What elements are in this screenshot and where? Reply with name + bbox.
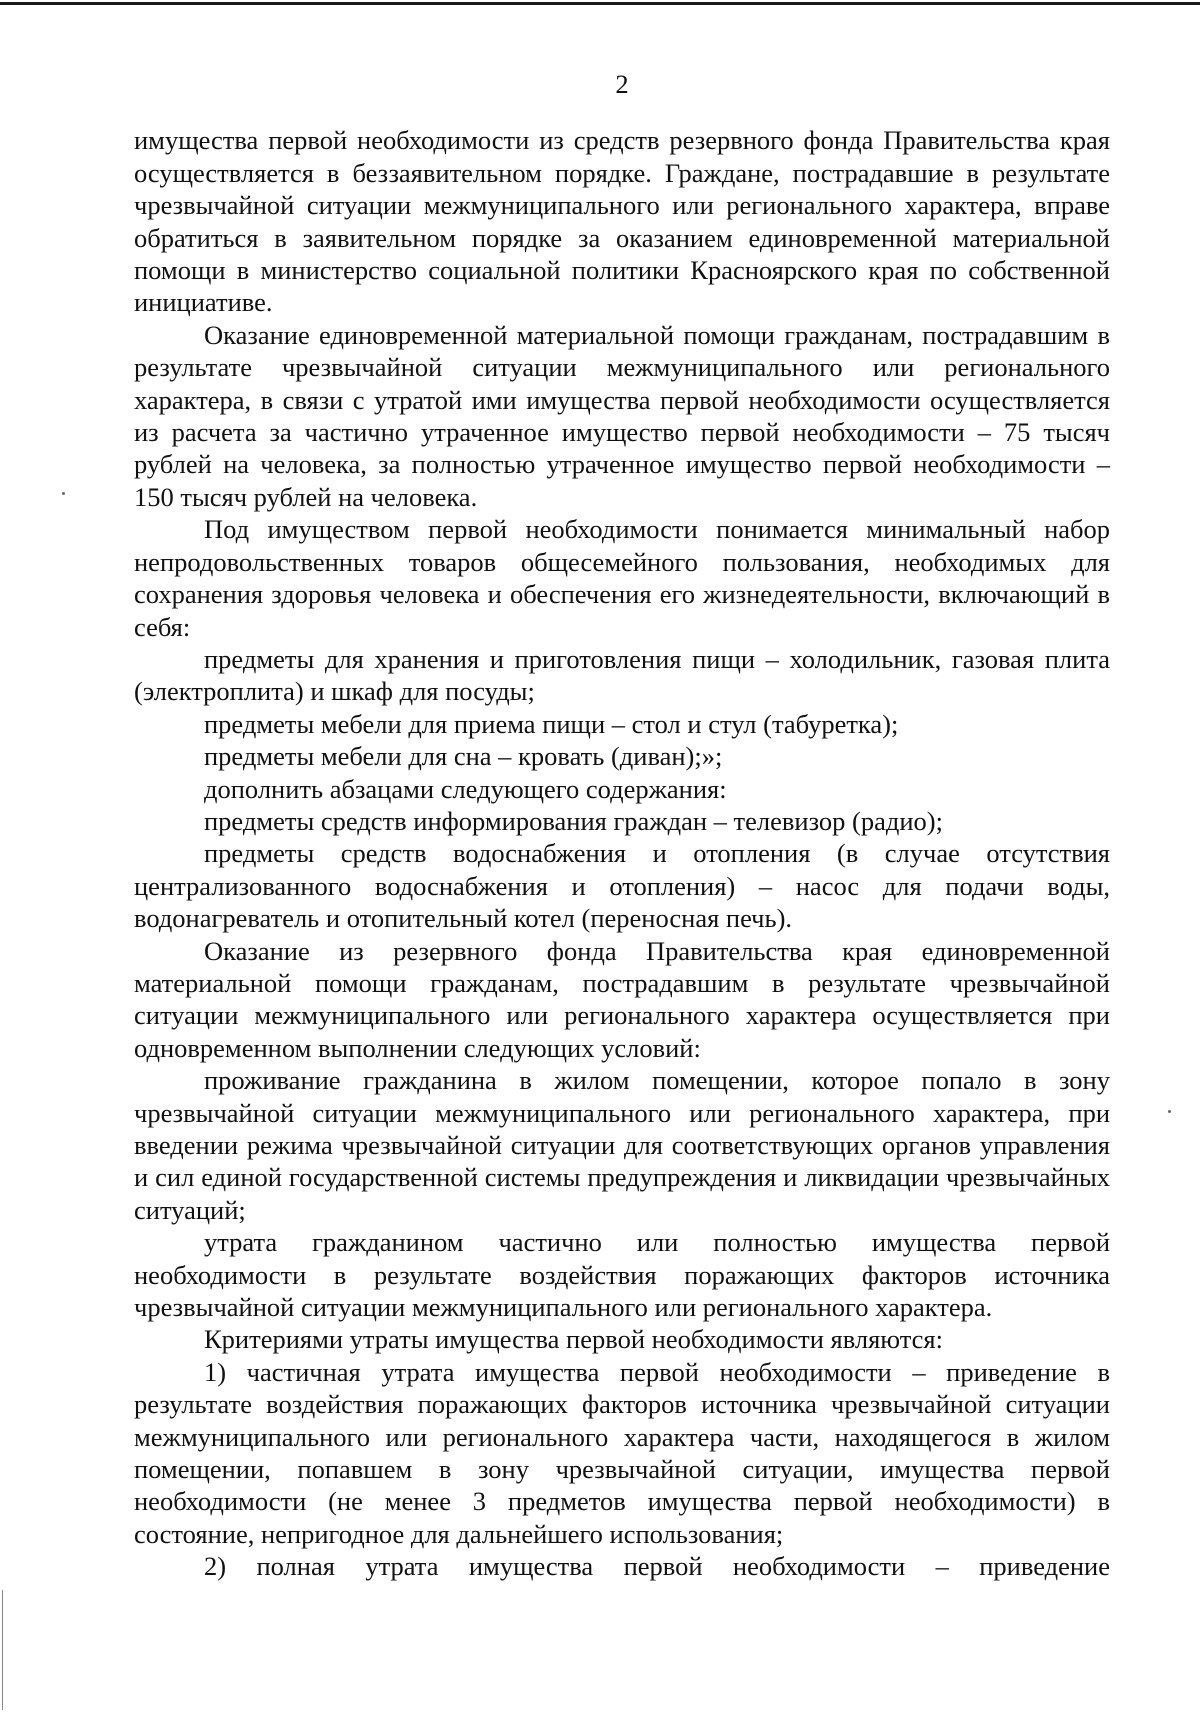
scan-margin-mark xyxy=(2,1590,3,1710)
paragraph: имущества первой необходимости из средств резервного фонда Правительства края осуществляется в беззаявительном порядке. Граждане, пострадавшие в результате чрезвычайной ситуации межмуниципального или регионального характера, вправе обратиться в заявительном порядке за оказанием единовременной материальной помощи в министерство социальной политики Красноярского края по собственной инициативе. xyxy=(134,125,1110,318)
paragraph: предметы мебели для приема пищи – стол и стул (табуретка); xyxy=(204,708,899,739)
document-page xyxy=(134,68,1110,1583)
paragraph: предметы для хранения и приготовления пищи – холодильник, газовая плита (электроплита) и шкаф для посуды; xyxy=(134,643,1110,707)
paragraph: Оказание из резервного фонда Правительства края единовременной материальной помощи гражданам, пострадавшим в результате чрезвычайной ситуации межмуниципального или регионального характера осуществляется при одновременном выполнении следующих условий: xyxy=(134,935,1110,1063)
paragraph: проживание гражданина в жилом помещении, которое попало в зону чрезвычайной ситуации межмуниципального или регионального характера, при введении режима чрезвычайной ситуации для соответствующих органов управления и сил единой государственной системы предупреждения и ликвидации чрезвычайных ситуаций; xyxy=(134,1065,1110,1225)
paragraph: предметы средств водоснабжения и отопления (в случае отсутствия централизованного водоснабжения и отопления) – насос для подачи воды, водонагреватель и отопительный котел (переносная печь). xyxy=(134,838,1110,934)
paragraph: Критериями утраты имущества первой необходимости являются: xyxy=(204,1324,943,1355)
paragraph: предметы мебели для сна – кровать (диван);»; xyxy=(204,741,723,772)
scan-speck xyxy=(1168,1110,1171,1113)
scan-edge-line xyxy=(0,2,1200,5)
paragraph: Под имуществом первой необходимости понимается минимальный набор непродовольственных товаров общесемейного пользования, необходимых для сохранения здоровья человека и обеспечения его жизнедеятельности, включающий в себя: xyxy=(134,514,1110,642)
document-body xyxy=(134,124,1110,1582)
paragraph: 2) полная утрата имущества первой необходимости – приведение xyxy=(204,1551,1110,1582)
paragraph: Оказание единовременной материальной помощи гражданам, пострадавшим в результате чрезвычайной ситуации межмуниципального или регионального характера, в связи с утратой ими имущества первой необходимости осуществляется из расчета за частично утраченное имущество первой необходимости – 75 тысяч рублей на человека, за полностью утраченное имущество первой необходимости – 150 тысяч рублей на человека. xyxy=(134,319,1110,512)
paragraph: дополнить абзацами следующего содержания: xyxy=(204,773,727,804)
paragraph: 1) частичная утрата имущества первой необходимости – приведение в результате воздействия поражающих факторов источника чрезвычайной ситуации межмуниципального или регионального характера части, находящегося в жилом помещении, попавшем в зону чрезвычайной ситуации, имущества первой необходимости (не менее 3 предметов имущества первой необходимости) в состояние, непригодное для дальнейшего использования; xyxy=(134,1356,1110,1549)
paragraph: предметы средств информирования граждан – телевизор (радио); xyxy=(204,805,943,836)
scan-speck xyxy=(62,492,65,495)
page-number: 2 xyxy=(615,69,629,99)
paragraph: утрата гражданином частично или полностью имущества первой необходимости в результате воздействия поражающих факторов источника чрезвычайной ситуации межмуниципального или регионального характера. xyxy=(134,1227,1110,1323)
